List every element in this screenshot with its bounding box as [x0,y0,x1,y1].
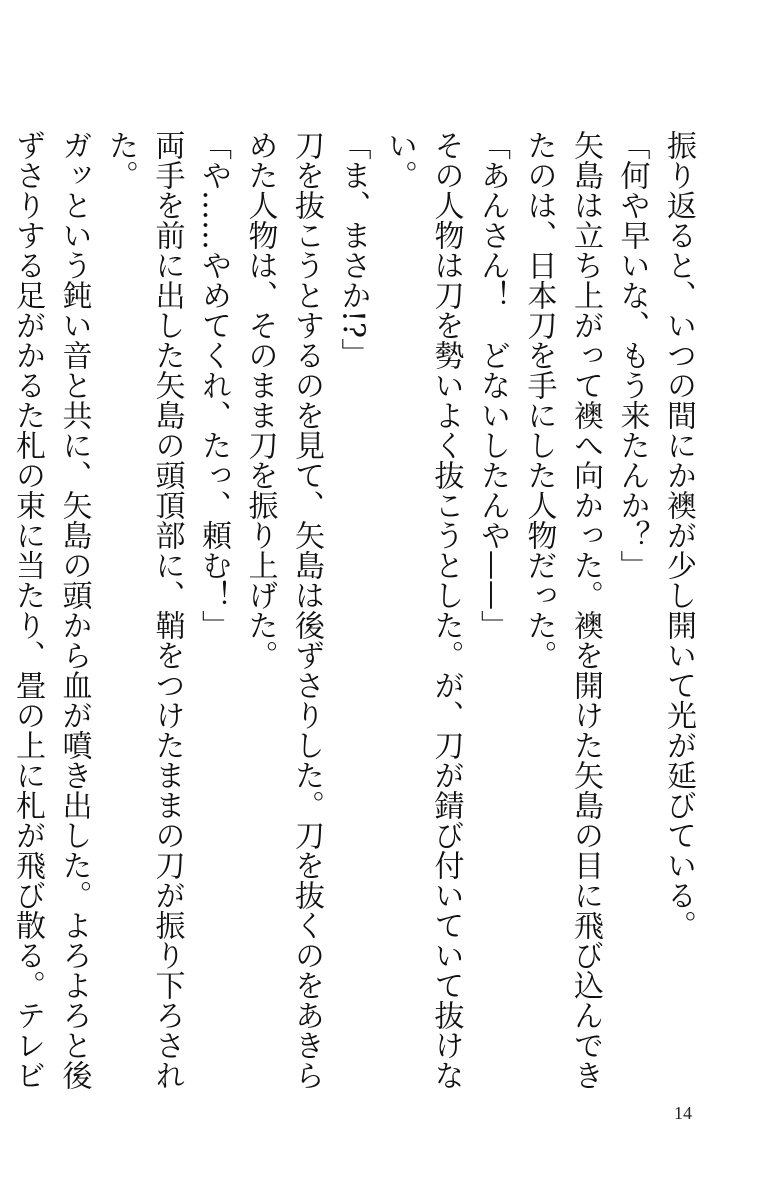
paragraph-5: その人物は刀を勢いよく抜こうとした。が、刀が錆び付いていて抜けない。 [382,130,464,1090]
paragraph-7: 刀を抜こうとするのを見て、矢島は後ずさりした。刀を抜くのをあきらめた人物は、そのまま刀を振り上げた。 [242,130,324,1090]
paragraph-4: 「あんさん！ どないしたんや——」 [475,130,510,640]
paragraph-10: ガッという鈍い音と共に、矢島の頭から血が噴き出した。よろよろと後ずさりする足がかるた札の束に当たり、畳の上に札が飛び散る。テレビ [10,130,92,1090]
paragraph-8: 「や……やめてくれ、たっ、頼む！」 [196,130,231,640]
paragraph-9: 両手を前に出した矢島の頭頂部に、鞘をつけたままの刀が振り下ろされた。 [103,130,185,1090]
paragraph-2: 「何や早いな、もう来たんか？」 [614,130,650,580]
vertical-text-body [10,130,701,1090]
paragraph-3: 矢島は立ち上がって襖へ向かった。襖を開けた矢島の目に飛び込んできたのは、日本刀を手にした人物だった。 [521,130,603,1090]
paragraph-6: 「ま、まさか!?」 [335,130,371,369]
page-number: 14 [674,1103,692,1123]
paragraph-1: 振り返ると、いつの間にか襖が少し開いて光が延びている。 [661,130,696,940]
